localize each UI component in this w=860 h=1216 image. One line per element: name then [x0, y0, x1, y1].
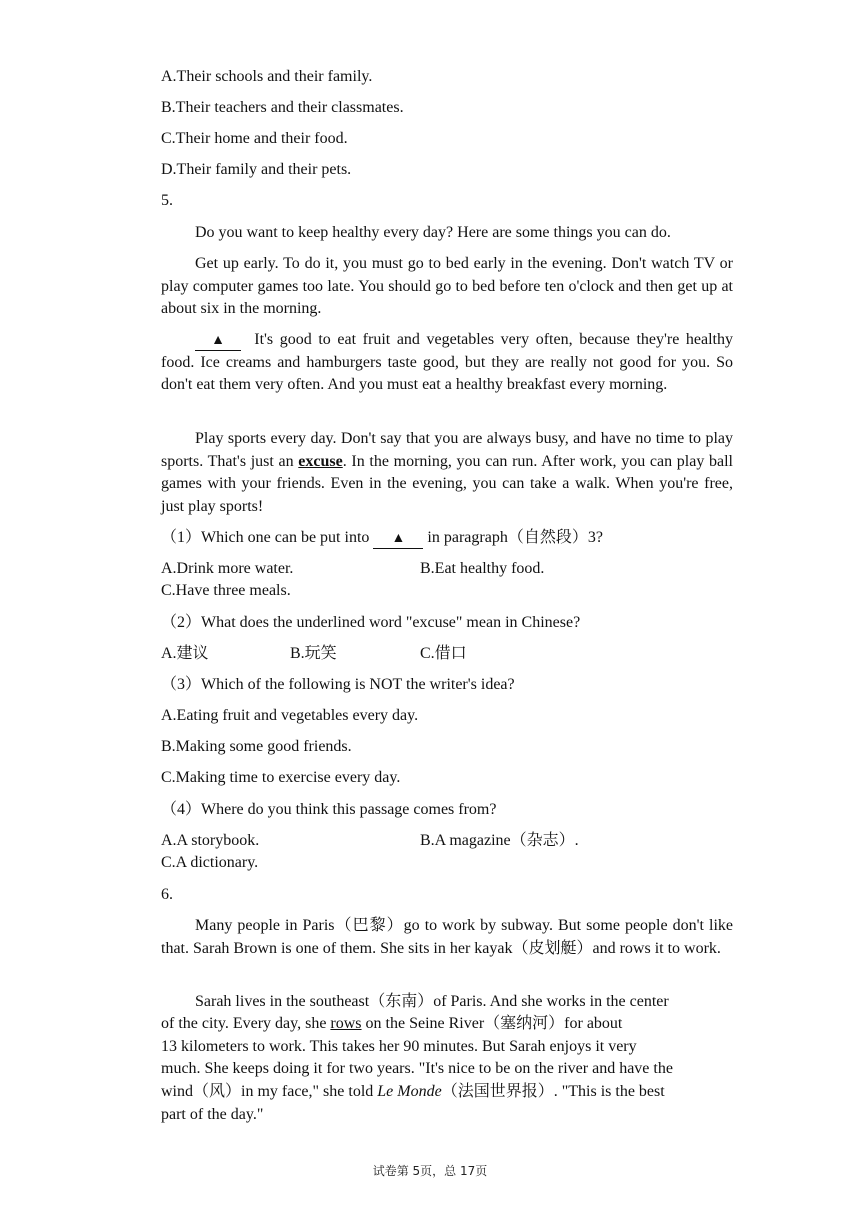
- blank-marker: ▲: [195, 332, 241, 351]
- sub-question: （4）Where do you think this passage comes from?: [161, 801, 497, 818]
- passage-line: much. She keeps doing it for two years. "It's nice to be on the river and have the: [161, 1060, 673, 1077]
- sub-question: （1）Which one can be put into ▲ in paragraph（自然段）3?: [161, 527, 603, 549]
- passage-line: Sarah lives in the southeast（东南）of Paris. And she works in the center: [195, 993, 669, 1010]
- passage-paragraph: Play sports every day. Don't say that you are always busy, and have no time to play sports. That's just an excuse. In the morning, you can run. After work, you can play ball games with your friends. Even in the evening, you can take a walk. When you're free, just play sports!: [161, 430, 733, 515]
- passage-line: wind（风）in my face," she told Le Monde（法国世界报）. "This is the best: [161, 1083, 665, 1100]
- options-row: [161, 830, 761, 852]
- blank-marker: ▲: [373, 530, 423, 549]
- options-row: [161, 643, 761, 665]
- option-d: D.Their family and their pets.: [161, 161, 352, 178]
- option-c: C.Have three meals.: [161, 582, 291, 599]
- option-c: C.Their home and their food.: [161, 130, 348, 147]
- option-a: A.A storybook.: [161, 832, 260, 849]
- option-b: B.Eat healthy food.: [420, 560, 545, 577]
- passage-paragraph: ▲ It's good to eat fruit and vegetables very often, because they're healthy food. Ice creams and hamburgers taste good, but they are really not good for you. So don't eat them very often. And you must eat a healthy breakfast every morning.: [161, 331, 734, 394]
- option-b: B.Their teachers and their classmates.: [161, 99, 404, 116]
- option-c: C.A dictionary.: [161, 854, 259, 871]
- passage-paragraph: Get up early. To do it, you must go to bed early in the evening. Don't watch TV or play computer games too late. You should go to bed before ten o'clock and then get up at about six in the morning.: [161, 255, 733, 318]
- option-a: A.Their schools and their family.: [161, 68, 373, 85]
- passage-paragraph: Do you want to keep healthy every day? Here are some things you can do.: [195, 224, 671, 241]
- option-a: A.Eating fruit and vegetables every day.: [161, 707, 419, 724]
- option-b: B.玩笑: [290, 645, 337, 662]
- option-b: B.Making some good friends.: [161, 738, 352, 755]
- underlined-word: rows: [330, 1015, 362, 1032]
- page-footer: 试卷第 5页，总 17页: [372, 1164, 488, 1178]
- question-number: 6.: [161, 886, 173, 903]
- underlined-word: excuse: [298, 452, 343, 470]
- option-a: A.建议: [161, 645, 209, 662]
- option-b: B.A magazine（杂志）.: [420, 832, 579, 849]
- passage-paragraph: Many people in Paris（巴黎）go to work by subway. But some people don't like that. Sarah Brown is one of them. She sits in her kayak（皮划艇）and rows it to work.: [161, 917, 733, 957]
- passage-line: of the city. Every day, she rows on the Seine River（塞纳河）for about: [161, 1015, 623, 1032]
- option-c: C.借口: [420, 645, 467, 662]
- option-c: C.Making time to exercise every day.: [161, 769, 401, 786]
- sub-question: （2）What does the underlined word "excuse" mean in Chinese?: [161, 614, 581, 631]
- option-a: A.Drink more water.: [161, 560, 294, 577]
- options-row: [161, 558, 761, 580]
- newspaper-name: Le Monde: [377, 1083, 442, 1100]
- question-number: 5.: [161, 192, 173, 209]
- sub-question: （3）Which of the following is NOT the writer's idea?: [161, 676, 515, 693]
- passage-line: 13 kilometers to work. This takes her 90 minutes. But Sarah enjoys it very: [161, 1038, 637, 1055]
- passage-line: part of the day.": [161, 1106, 264, 1123]
